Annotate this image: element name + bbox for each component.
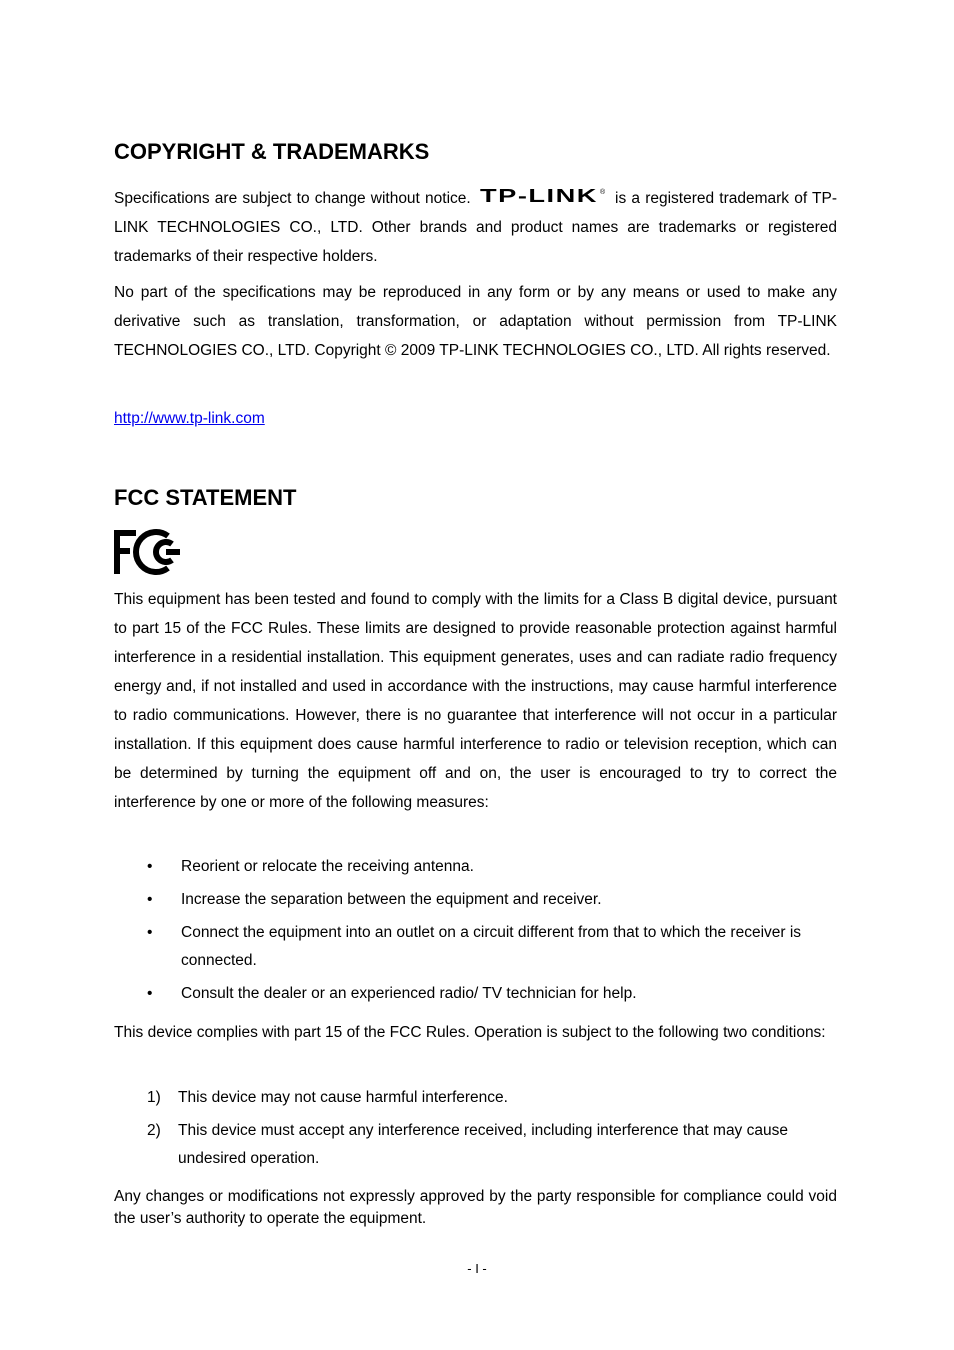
trademark-paragraph [114, 184, 837, 271]
copyright-heading: COPYRIGHT & TRADEMARKS [114, 139, 430, 164]
tp-link-logo-text: TP-LINK [479, 187, 598, 205]
conditions-list [114, 1084, 837, 1178]
registered-mark: ® [599, 189, 606, 196]
fcc-intro-paragraph: This equipment has been tested and found to comply with the limits for a Class B digital device, pursuant to part 15 of the FCC Rules. These limits are designed to provide reasonable protection against harmful interference in a residential installation. This equipment generates, uses and can radiate radio frequency energy and, if not installed and used in accordance with the instructions, may cause harmful interference to radio communications. However, there is no guarantee that interference will not occur in a particular installation. If this equipment does cause harmful interference to radio or television reception, which can be determined by turning the equipment off and on, the user is encouraged to try to correct the interference by one or more of the following measures: [114, 591, 837, 811]
tp-link-logo [480, 187, 608, 205]
bullet-icon: • [147, 858, 153, 875]
fcc-logo-text: FC [114, 528, 116, 529]
fcc-logo-icon [114, 528, 180, 576]
website-link[interactable]: http://www.tp-link.com [114, 410, 265, 427]
measures-list [114, 853, 837, 1013]
closing-paragraph: Any changes or modifications not expressly approved by the party responsible for compliance could void the user’s authority to operate the equipment. [114, 1188, 837, 1227]
list-item: • Consult the dealer or an experienced radio/ TV technician for help. [114, 980, 837, 1008]
bullet-icon: • [147, 891, 153, 908]
list-item: 2) This device must accept any interference received, including interference that may cause undesired operation. [114, 1117, 840, 1173]
page-number: - I - [467, 1261, 487, 1276]
trademark-text-after: is a registered trademark of TP-LINK TECHNOLOGIES CO., LTD. Other brands and product names are trademarks or registered trademarks of their respective holders. [114, 190, 837, 265]
condition-number: 2) [147, 1122, 161, 1139]
condition-number: 1) [147, 1089, 161, 1106]
bullet-icon: • [147, 924, 153, 941]
compliance-paragraph: This device complies with part 15 of the FCC Rules. Operation is subject to the following two conditions: [114, 1024, 826, 1041]
trademark-text-before: Specifications are subject to change without notice. [114, 190, 471, 207]
fcc-heading: FCC STATEMENT [114, 485, 297, 510]
list-item: • Reorient or relocate the receiving antenna. [114, 853, 837, 881]
list-item: • Increase the separation between the equipment and receiver. [114, 886, 837, 914]
list-item: 1) This device may not cause harmful interference. [114, 1084, 840, 1112]
list-item: • Connect the equipment into an outlet on a circuit different from that to which the receiver is connected. [114, 919, 837, 975]
copyright-paragraph: No part of the specifications may be reproduced in any form or by any means or used to make any derivative such as translation, transformation, or adaptation without permission from TP-LINK TECHNOLOGIES CO., LTD. Copyright © 2009 TP-LINK TECHNOLOGIES CO., LTD. All rights reserved. [114, 284, 837, 359]
bullet-icon: • [147, 985, 153, 1002]
